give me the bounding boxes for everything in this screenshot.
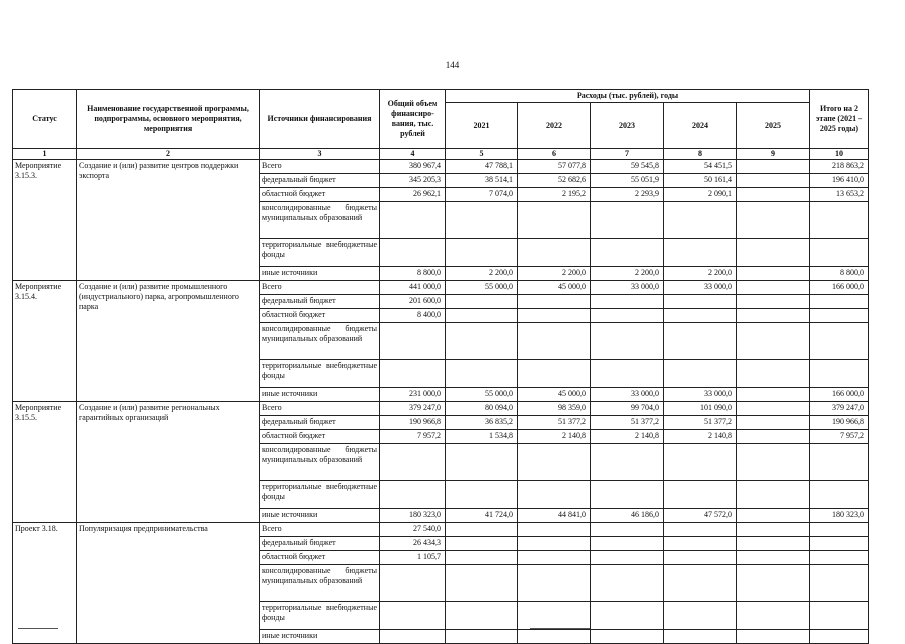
year-value-cell: 41 724,0 xyxy=(446,509,518,523)
source-cell: иные источники xyxy=(260,267,380,281)
total-volume-cell: 26 962,1 xyxy=(380,188,446,202)
year-value-cell xyxy=(664,360,737,388)
total-volume-cell: 201 600,0 xyxy=(380,295,446,309)
year-value-cell: 36 835,2 xyxy=(446,416,518,430)
year-value-cell xyxy=(664,239,737,267)
total-volume-cell xyxy=(380,565,446,602)
header-year: 2023 xyxy=(591,103,664,149)
year-value-cell: 2 195,2 xyxy=(518,188,591,202)
year-value-cell xyxy=(737,295,810,309)
year-value-cell xyxy=(737,174,810,188)
column-index: 7 xyxy=(591,149,664,160)
year-value-cell: 2 140,8 xyxy=(518,430,591,444)
source-cell: федеральный бюджет xyxy=(260,537,380,551)
total-volume-cell: 345 205,3 xyxy=(380,174,446,188)
year-value-cell xyxy=(591,444,664,481)
year-value-cell xyxy=(518,565,591,602)
total-volume-cell xyxy=(380,202,446,239)
total-volume-cell: 8 400,0 xyxy=(380,309,446,323)
column-index: 2 xyxy=(77,149,260,160)
stage-total-cell: 180 323,0 xyxy=(810,509,869,523)
year-value-cell xyxy=(737,630,810,644)
total-volume-cell xyxy=(380,630,446,644)
stage-total-cell: 166 000,0 xyxy=(810,388,869,402)
column-index: 5 xyxy=(446,149,518,160)
year-value-cell: 59 545,8 xyxy=(591,160,664,174)
stage-total-cell: 8 800,0 xyxy=(810,267,869,281)
year-value-cell: 47 788,1 xyxy=(446,160,518,174)
source-cell: Всего xyxy=(260,402,380,416)
year-value-cell: 33 000,0 xyxy=(664,281,737,295)
status-cell: Мероприятие 3.15.3. xyxy=(13,160,77,281)
year-value-cell: 55 000,0 xyxy=(446,388,518,402)
year-value-cell xyxy=(518,551,591,565)
year-value-cell: 101 090,0 xyxy=(664,402,737,416)
stage-total-cell xyxy=(810,295,869,309)
total-volume-cell xyxy=(380,323,446,360)
header-sources: Источники финансирования xyxy=(260,90,380,149)
source-cell: областной бюджет xyxy=(260,430,380,444)
year-value-cell xyxy=(591,481,664,509)
column-index: 8 xyxy=(664,149,737,160)
year-value-cell xyxy=(737,523,810,537)
year-value-cell xyxy=(591,202,664,239)
stage-total-cell xyxy=(810,444,869,481)
year-value-cell xyxy=(446,565,518,602)
year-value-cell xyxy=(591,323,664,360)
year-value-cell xyxy=(518,523,591,537)
year-value-cell: 80 094,0 xyxy=(446,402,518,416)
year-value-cell xyxy=(664,295,737,309)
year-value-cell: 33 000,0 xyxy=(664,388,737,402)
page-number: 144 xyxy=(445,60,460,70)
year-value-cell xyxy=(737,239,810,267)
stage-total-cell: 166 000,0 xyxy=(810,281,869,295)
year-value-cell: 98 359,0 xyxy=(518,402,591,416)
column-index: 6 xyxy=(518,149,591,160)
year-value-cell: 2 200,0 xyxy=(446,267,518,281)
year-value-cell xyxy=(518,630,591,644)
year-value-cell xyxy=(518,323,591,360)
source-cell: консолидированные бюджеты муниципальных образований xyxy=(260,444,380,481)
year-value-cell xyxy=(591,630,664,644)
year-value-cell xyxy=(737,481,810,509)
stage-total-cell xyxy=(810,630,869,644)
header-total-volume: Общий объем финансиро-вания, тыс. рублей xyxy=(380,90,446,149)
source-cell: областной бюджет xyxy=(260,309,380,323)
year-value-cell xyxy=(737,188,810,202)
year-value-cell: 52 682,6 xyxy=(518,174,591,188)
year-value-cell: 54 451,5 xyxy=(664,160,737,174)
year-value-cell: 33 000,0 xyxy=(591,388,664,402)
source-cell: территориальные внебюджетные фонды xyxy=(260,481,380,509)
year-value-cell: 2 140,8 xyxy=(664,430,737,444)
year-value-cell xyxy=(737,565,810,602)
activity-name-cell: Создание и (или) развитие центров поддержки экспорта xyxy=(77,160,260,281)
table-row xyxy=(13,402,869,416)
year-value-cell xyxy=(446,602,518,630)
year-value-cell xyxy=(591,309,664,323)
year-value-cell xyxy=(737,537,810,551)
year-value-cell xyxy=(737,430,810,444)
stage-total-cell: 218 863,2 xyxy=(810,160,869,174)
total-volume-cell xyxy=(380,481,446,509)
total-volume-cell: 441 000,0 xyxy=(380,281,446,295)
year-value-cell xyxy=(518,444,591,481)
total-volume-cell xyxy=(380,444,446,481)
stage-total-cell xyxy=(810,360,869,388)
total-volume-cell: 26 434,3 xyxy=(380,537,446,551)
year-value-cell: 47 572,0 xyxy=(664,509,737,523)
header-expenses-group: Расходы (тыс. рублей), годы xyxy=(446,90,810,103)
year-value-cell xyxy=(518,537,591,551)
year-value-cell: 50 161,4 xyxy=(664,174,737,188)
year-value-cell xyxy=(446,630,518,644)
year-value-cell xyxy=(446,444,518,481)
year-value-cell xyxy=(664,444,737,481)
total-volume-cell: 231 000,0 xyxy=(380,388,446,402)
source-cell: областной бюджет xyxy=(260,551,380,565)
year-value-cell xyxy=(446,537,518,551)
total-volume-cell: 190 966,8 xyxy=(380,416,446,430)
total-volume-cell xyxy=(380,239,446,267)
year-value-cell: 2 200,0 xyxy=(518,267,591,281)
stage-total-cell xyxy=(810,481,869,509)
year-value-cell: 51 377,2 xyxy=(664,416,737,430)
stage-total-cell: 7 957,2 xyxy=(810,430,869,444)
year-value-cell xyxy=(446,323,518,360)
total-volume-cell: 27 540,0 xyxy=(380,523,446,537)
source-cell: консолидированные бюджеты муниципальных образований xyxy=(260,565,380,602)
stage-total-cell xyxy=(810,202,869,239)
total-volume-cell: 8 800,0 xyxy=(380,267,446,281)
source-cell: консолидированные бюджеты муниципальных образований xyxy=(260,323,380,360)
header-year: 2025 xyxy=(737,103,810,149)
year-value-cell xyxy=(446,523,518,537)
year-value-cell xyxy=(518,309,591,323)
source-cell: федеральный бюджет xyxy=(260,174,380,188)
source-cell: иные источники xyxy=(260,630,380,644)
year-value-cell xyxy=(518,481,591,509)
stage-total-cell xyxy=(810,602,869,630)
total-volume-cell: 379 247,0 xyxy=(380,402,446,416)
year-value-cell: 2 090,1 xyxy=(664,188,737,202)
year-value-cell xyxy=(664,323,737,360)
stage-total-cell xyxy=(810,309,869,323)
header-year: 2021 xyxy=(446,103,518,149)
year-value-cell xyxy=(446,239,518,267)
year-value-cell xyxy=(591,537,664,551)
financing-table xyxy=(12,89,869,644)
year-value-cell xyxy=(664,565,737,602)
source-cell: территориальные внебюджетные фонды xyxy=(260,360,380,388)
table-row xyxy=(13,523,869,537)
year-value-cell: 7 074,0 xyxy=(446,188,518,202)
column-index: 10 xyxy=(810,149,869,160)
column-index-row xyxy=(13,149,869,160)
table-row xyxy=(13,160,869,174)
stage-total-cell xyxy=(810,239,869,267)
total-volume-cell xyxy=(380,602,446,630)
year-value-cell: 45 000,0 xyxy=(518,388,591,402)
year-value-cell: 55 051,9 xyxy=(591,174,664,188)
header-year: 2022 xyxy=(518,103,591,149)
year-value-cell xyxy=(737,402,810,416)
stage-total-cell xyxy=(810,565,869,602)
header-status: Статус xyxy=(13,90,77,149)
activity-name-cell: Создание и (или) развитие промышленного (индустриального) парка, агропромышленного парка xyxy=(77,281,260,402)
stage-total-cell: 13 653,2 xyxy=(810,188,869,202)
year-value-cell xyxy=(591,551,664,565)
activity-name-cell: Популяризация предпринимательства xyxy=(77,523,260,644)
header-stage-total: Итого на 2 этапе (2021 – 2025 годы) xyxy=(810,90,869,149)
year-value-cell xyxy=(664,523,737,537)
stage-total-cell xyxy=(810,523,869,537)
year-value-cell xyxy=(518,360,591,388)
year-value-cell xyxy=(737,551,810,565)
year-value-cell xyxy=(518,239,591,267)
year-value-cell xyxy=(737,388,810,402)
year-value-cell xyxy=(737,360,810,388)
year-value-cell xyxy=(518,295,591,309)
year-value-cell: 51 377,2 xyxy=(518,416,591,430)
source-cell: федеральный бюджет xyxy=(260,416,380,430)
year-value-cell: 44 841,0 xyxy=(518,509,591,523)
source-cell: территориальные внебюджетные фонды xyxy=(260,239,380,267)
year-value-cell xyxy=(446,309,518,323)
year-value-cell xyxy=(518,202,591,239)
year-value-cell: 55 000,0 xyxy=(446,281,518,295)
column-index: 4 xyxy=(380,149,446,160)
scan-mark xyxy=(18,628,58,629)
year-value-cell: 2 200,0 xyxy=(591,267,664,281)
total-volume-cell xyxy=(380,360,446,388)
year-value-cell: 38 514,1 xyxy=(446,174,518,188)
scan-mark xyxy=(530,628,590,629)
year-value-cell xyxy=(446,481,518,509)
stage-total-cell: 190 966,8 xyxy=(810,416,869,430)
source-cell: федеральный бюджет xyxy=(260,295,380,309)
year-value-cell: 2 293,9 xyxy=(591,188,664,202)
year-value-cell xyxy=(518,602,591,630)
year-value-cell xyxy=(664,202,737,239)
year-value-cell: 57 077,8 xyxy=(518,160,591,174)
year-value-cell: 45 000,0 xyxy=(518,281,591,295)
year-value-cell xyxy=(737,416,810,430)
year-value-cell xyxy=(737,323,810,360)
year-value-cell xyxy=(664,551,737,565)
column-index: 1 xyxy=(13,149,77,160)
year-value-cell xyxy=(664,630,737,644)
year-value-cell xyxy=(737,602,810,630)
source-cell: областной бюджет xyxy=(260,188,380,202)
source-cell: иные источники xyxy=(260,388,380,402)
column-index: 3 xyxy=(260,149,380,160)
year-value-cell xyxy=(664,537,737,551)
source-cell: консолидированные бюджеты муниципальных образований xyxy=(260,202,380,239)
source-cell: иные источники xyxy=(260,509,380,523)
year-value-cell xyxy=(591,360,664,388)
status-cell: Мероприятие 3.15.4. xyxy=(13,281,77,402)
year-value-cell: 51 377,2 xyxy=(591,416,664,430)
source-cell: Всего xyxy=(260,523,380,537)
year-value-cell xyxy=(591,602,664,630)
table-row xyxy=(13,281,869,295)
year-value-cell xyxy=(591,295,664,309)
year-value-cell xyxy=(446,360,518,388)
year-value-cell xyxy=(664,481,737,509)
year-value-cell: 99 704,0 xyxy=(591,402,664,416)
year-value-cell xyxy=(446,295,518,309)
year-value-cell xyxy=(737,267,810,281)
total-volume-cell: 380 967,4 xyxy=(380,160,446,174)
total-volume-cell: 7 957,2 xyxy=(380,430,446,444)
status-cell: Проект 3.18. xyxy=(13,523,77,644)
year-value-cell xyxy=(664,309,737,323)
year-value-cell xyxy=(591,523,664,537)
stage-total-cell: 379 247,0 xyxy=(810,402,869,416)
header-name: Наименование государственной программы, подпрограммы, основного мероприятия, мероприятия xyxy=(77,90,260,149)
year-value-cell xyxy=(664,602,737,630)
activity-name-cell: Создание и (или) развитие региональных гарантийных организаций xyxy=(77,402,260,523)
source-cell: территориальные внебюджетные фонды xyxy=(260,602,380,630)
year-value-cell xyxy=(737,202,810,239)
year-value-cell xyxy=(446,551,518,565)
source-cell: Всего xyxy=(260,281,380,295)
year-value-cell: 46 186,0 xyxy=(591,509,664,523)
year-value-cell: 1 534,8 xyxy=(446,430,518,444)
year-value-cell xyxy=(737,160,810,174)
stage-total-cell xyxy=(810,551,869,565)
year-value-cell: 2 140,8 xyxy=(591,430,664,444)
header-year: 2024 xyxy=(664,103,737,149)
year-value-cell xyxy=(737,309,810,323)
stage-total-cell xyxy=(810,537,869,551)
year-value-cell xyxy=(591,239,664,267)
total-volume-cell: 180 323,0 xyxy=(380,509,446,523)
total-volume-cell: 1 105,7 xyxy=(380,551,446,565)
stage-total-cell xyxy=(810,323,869,360)
status-cell: Мероприятие 3.15.5. xyxy=(13,402,77,523)
year-value-cell: 33 000,0 xyxy=(591,281,664,295)
year-value-cell: 2 200,0 xyxy=(664,267,737,281)
year-value-cell xyxy=(737,444,810,481)
year-value-cell xyxy=(446,202,518,239)
year-value-cell xyxy=(737,281,810,295)
stage-total-cell: 196 410,0 xyxy=(810,174,869,188)
year-value-cell xyxy=(591,565,664,602)
column-index: 9 xyxy=(737,149,810,160)
source-cell: Всего xyxy=(260,160,380,174)
year-value-cell xyxy=(737,509,810,523)
